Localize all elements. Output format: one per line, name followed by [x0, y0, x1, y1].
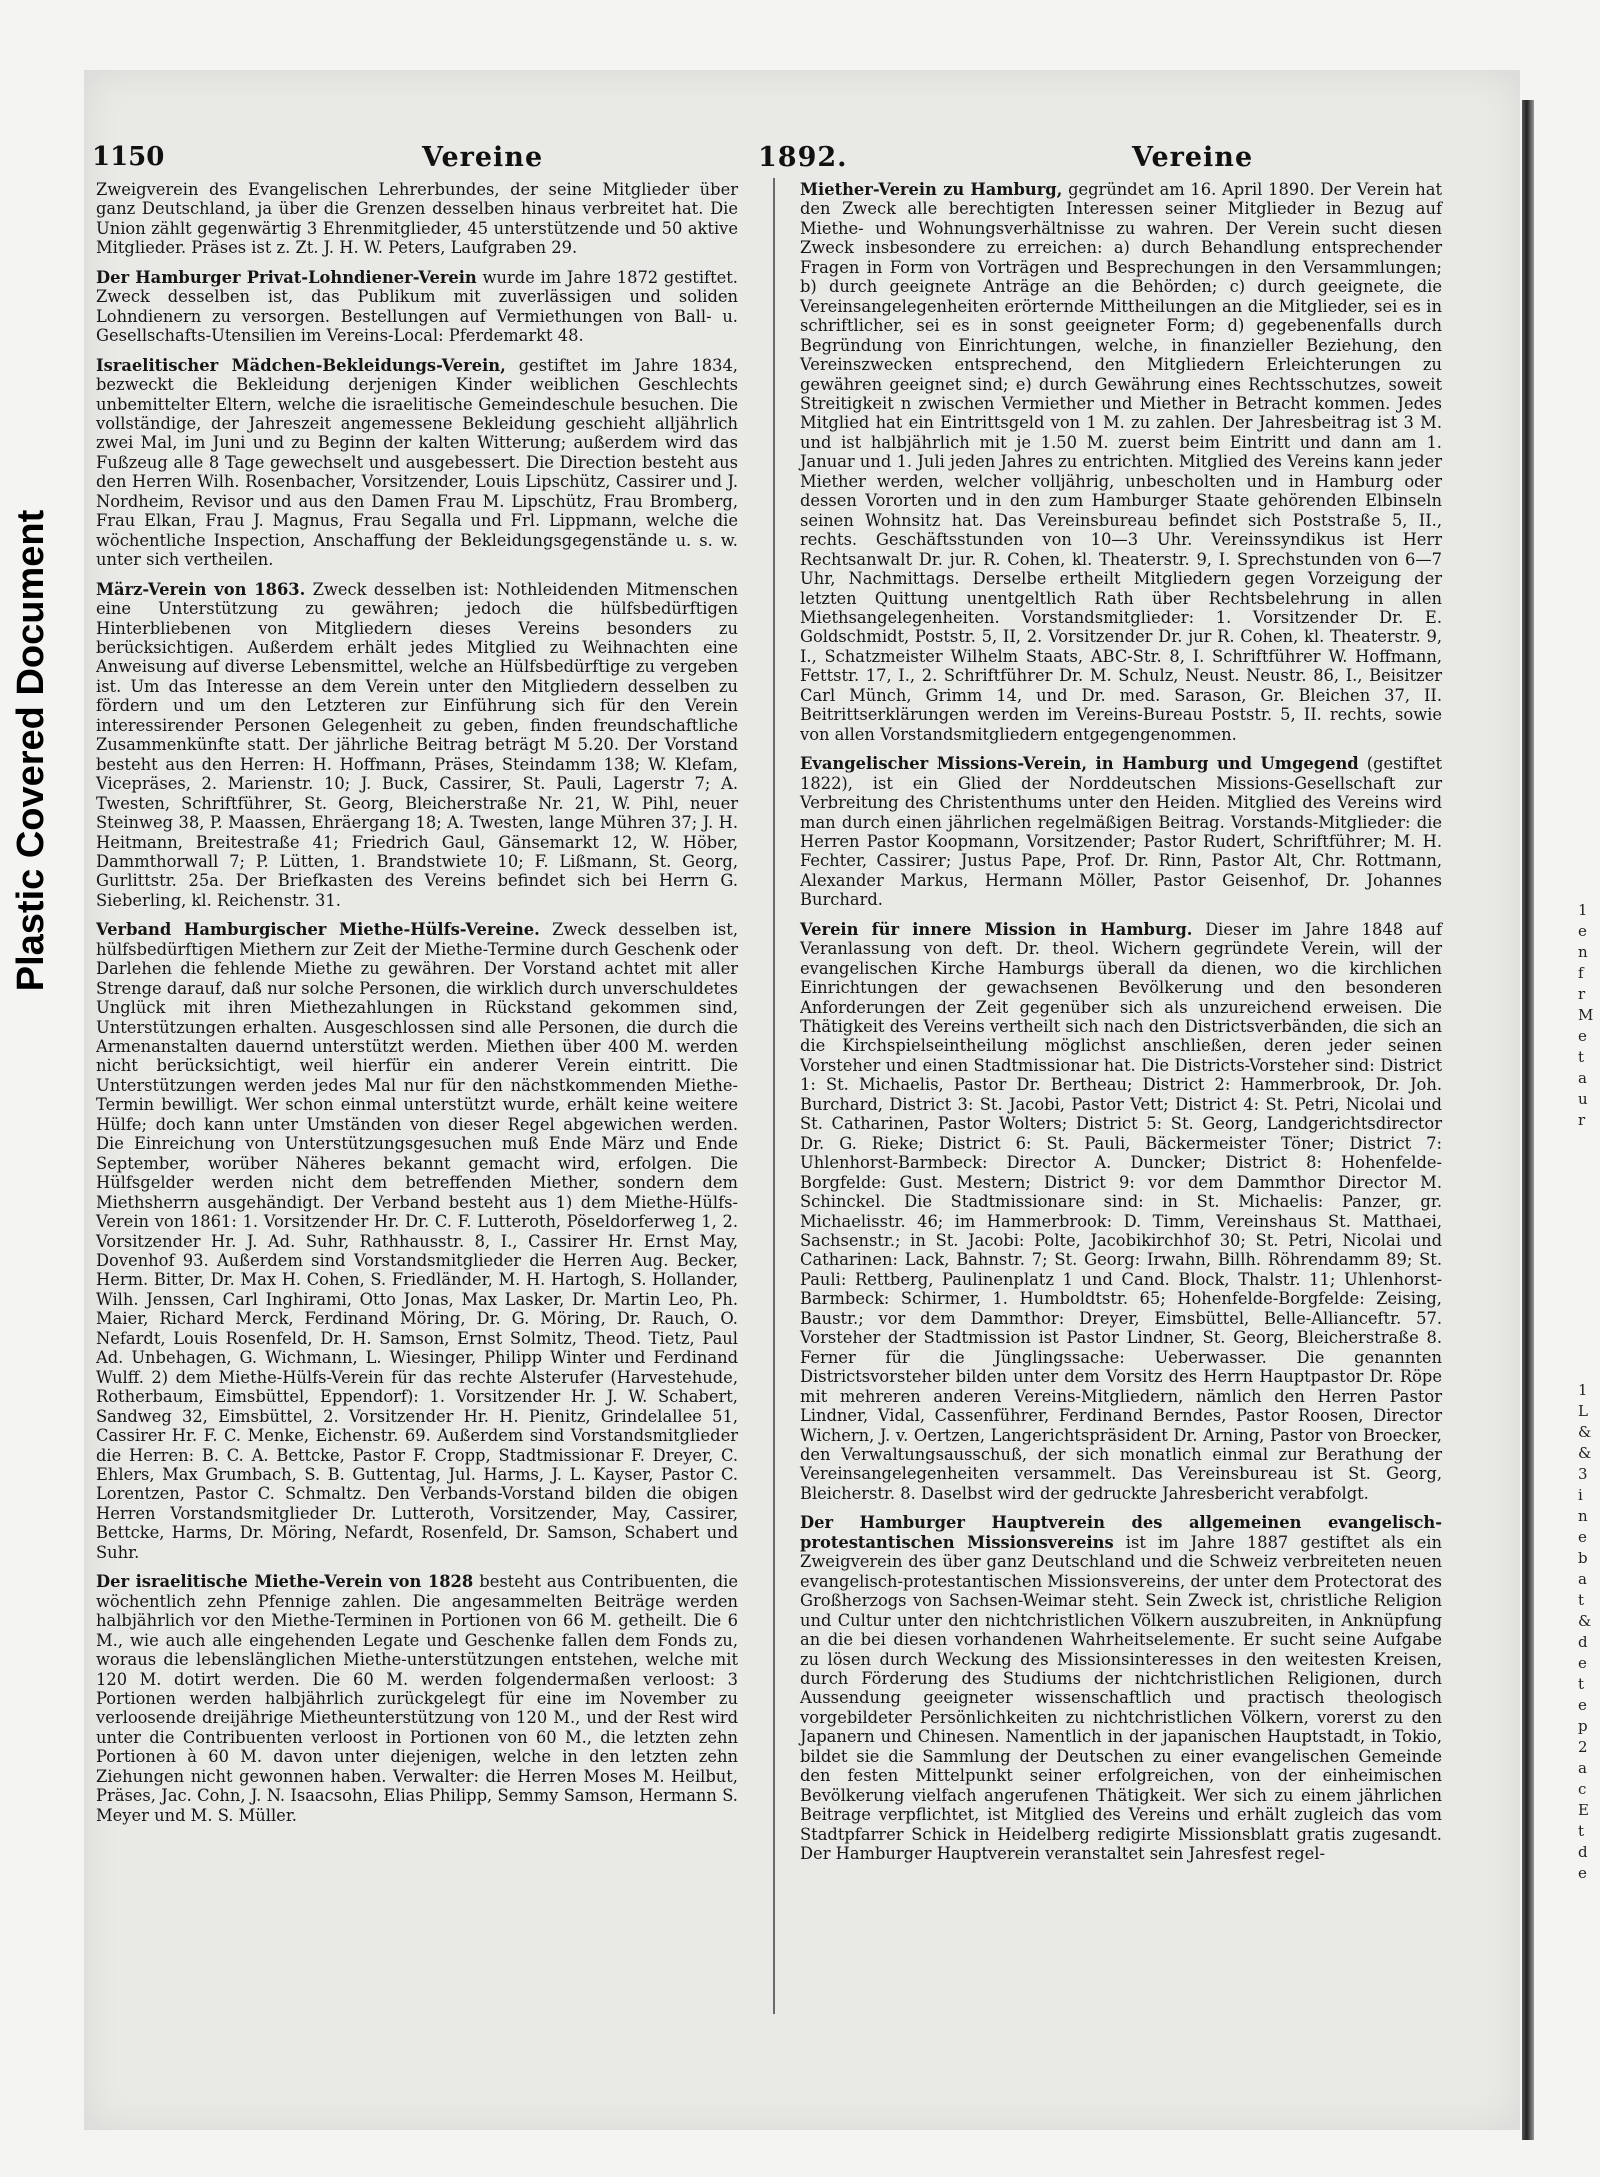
- association-entry: [96, 356, 738, 570]
- facing-page-fragment: e: [1578, 1864, 1587, 1882]
- left-column: [96, 180, 738, 1835]
- page-binding-edge: [1522, 100, 1534, 2140]
- association-entry: [96, 580, 738, 911]
- facing-page-fragment: e: [1578, 1528, 1587, 1546]
- facing-page-fragment: e: [1578, 922, 1587, 940]
- association-entry: [800, 754, 1442, 910]
- association-text: Dieser im Jahre 1848 auf Veranlassung von deft. Dr. theol. Wichern gegründete Verein, will der evangelischen Kirche Hamburgs überall da dienen, wo die kirchlichen Einrichtungen der gewachsenen Bevölkerung und den besonderen Anforderungen der Zeit gegenüber sich als unzureichend erweisen. Die Thätigkeit des Vereins vertheilt sich nach den Districtsverbänden, die sich an die Kirchspielseintheilung möglichst anschließen, deren jeder seinen Vorsteher und einen Stadtmissionar hat. Die Districts-Vorsteher sind: District 1: St. Michaelis, Pastor Dr. Bertheau; District 2: Hammerbrook, Dr. Joh. Burchard, District 3: St. Jacobi, Pastor Vett; District 4: St. Petri, Nicolai und St. Catharinen, Pastor Wolters; District 5: St. Georg, Landgerichtsdirector Dr. G. Rieke; District 6: St. Pauli, Bäckermeister Töner; District 7: Uhlenhorst-Barmbeck: Director A. Duncker; District 8: Hohenfelde-Borgfelde: Gust. Mestern; District 9: vor dem Dammthor Director M. Schinckel. Die Stadtmissionare sind: in St. Michaelis: Panzer, gr. Michaelisstr. 46; im Hammerbrook: D. Timm, Vereinshaus St. Matthaei, Sachsenstr.; in St. Jacobi: Polte, Jacobikirchhof 30; St. Petri, Nicolai und Catharinen: Lack, Bahnstr. 7; St. Georg: Irwahn, Billh. Röhrendamm 89; St. Pauli: Rettberg, Paulinenplatz 1 und Cand. Block, Thalstr. 11; Uhlenhorst-Barmbeck: Schirmer, 1. Humboldtstr. 65; Hohenfelde-Borgfelde: Zeising, Baustr.; vor dem Dammthor: Dreyer, Eimsbüttel, Belle-Allianceftr. 57. Vorsteher der Stadtmission ist Pastor Lindner, St. Georg, Bleicherstraße 8. Ferner für die Jünglingssache: Ueberwasser. Die genannten Districtsvorsteher bilden unter dem Vorsitz des Herrn Hauptpastor Dr. Röpe mit mehreren anderen Vereins-Mitgliedern, nämlich den Herren Pastor Lindner, Vidal, Cassenführer, Ferdinand Berndes, Pastor Roosen, Director Wichern, J. v. Oertzen, Langerichtspräsident Dr. Arning, Pastor von Broecker, den Verwaltungsausschuß, der sich monatlich einmal zur Berathung der Vereinsangelegenheiten versammelt. Das Vereinsbureau ist St. Georg, Bleicherstr. 8. Daselbst wird der gedruckte Jahresbericht verabfolgt.: [800, 919, 1443, 1503]
- association-text: Zweck desselben ist, hülfsbedürftigen Miethern zur Zeit der Miethe-Termine durch Geschenk oder Darlehen die fehlende Miethe zu gewähren. Der Vorstand achtet mit aller Strenge darauf, daß nur solche Personen, die wirklich durch unverschuldetes Unglück mit ihren Miethezahlungen in Rückstand gekommen sind, Unterstützungen erhalten. Ausgeschlossen sind alle Personen, die durch die Armenanstalten dauernd unterstützt werden. Miethen über 400 M. werden nicht berücksichtigt, weil hierfür ein anderer Verein eintritt. Die Unterstützungen werden jedes Mal nur für den nächstkommenden Miethe-Termin bewilligt. Wer schon einmal unterstützt wurde, erhält keine weitere Hülfe; doch kann unter Umständen von dieser Regel abgewichen werden. Die Einreichung von Unterstützungsgesuchen muß Ende März und Ende September, worüber Näheres bekannt gemacht wird, erfolgen. Die Hülfsgelder werden nicht dem betreffenden Miether, sondern dem Miethsherrn ausgehändigt. Der Verband besteht aus 1) dem Miethe-Hülfs-Verein von 1861: 1. Vorsitzender Hr. Dr. C. F. Lutteroth, Pöseldorferweg 1, 2. Vorsitzender Hr. J. Ad. Suhr, Rathhausstr. 8, I., Cassirer Hr. Ernst May, Dovenhof 93. Außerdem sind Vorstandsmitglieder die Herren Aug. Becker, Herm. Bitter, Dr. Max H. Cohen, S. Friedländer, M. H. Hartogh, S. Hollander, Wilh. Jenssen, Carl Inghirami, Otto Jonas, Max Lasker, Dr. Martin Leo, Ph. Maier, Richard Merck, Ferdinand Möring, Dr. G. Möring, Dr. Rauch, O. Nefardt, Louis Rosenfeld, Dr. H. Samson, Ernst Solmitz, Theod. Tietz, Paul Ad. Unbehagen, G. Wichmann, L. Wiesinger, Philipp Winter und Ferdinand Wulff. 2) dem Miethe-Hülfs-Verein für das rechte Alsterufer (Harvestehude, Rotherbaum, Eimsbüttel, Eppendorf): 1. Vorsitzender Hr. J. W. Schabert, Sandweg 32, Eimsbüttel, 2. Vorsitzender Hr. H. Pienitz, Grindelallee 51, Cassirer Hr. F. C. Menke, Eichenstr. 69. Außerdem sind Vorstandsmitglieder die Herren: B. C. A. Bettcke, Pastor F. Cropp, Stadtmissionar F. Dreyer, C. Ehlers, Max Grumbach, S. B. Guttentag, Jul. Harms, J. L. Kayser, Pastor C. Lorentzen, Pastor C. Schmaltz. Den Verbands-Vorstand bilden die obigen Herren Vorstandsmitglieder Dr. Lutteroth, Vorsitzender, May, Cassirer, Bettcke, Harms, Dr. Möring, Nefardt, Rosenfeld, Dr. Samson, Schabert und Suhr.: [96, 920, 738, 1562]
- facing-page-fragment: i: [1578, 1486, 1583, 1504]
- facing-page-text-top: [1578, 900, 1600, 1131]
- facing-page-fragment: t: [1578, 1591, 1585, 1609]
- facing-page-text-bottom: [1578, 1380, 1600, 1884]
- association-title: Israelitischer Mädchen-Bekleidungs-Verein,: [96, 355, 506, 375]
- right-column: [800, 180, 1442, 1874]
- facing-page-fragment: L: [1578, 1402, 1588, 1420]
- facing-page-fragment: n: [1578, 1507, 1588, 1525]
- facing-page-fragment: r: [1578, 985, 1586, 1003]
- facing-page-fragment: t: [1578, 1822, 1585, 1840]
- association-text: gegründet am 16. April 1890. Der Verein hat den Zweck alle berechtigten Interessen seiner Mitglieder in Bezug auf Miethe- und Wohnungsverhältnisse zu wahren. Der Verein sucht diesen Zweck insbesondere zu erreichen: a) durch Behandlung entsprechender Fragen in Form von Vorträgen und Besprechungen in den Versammlungen; b) durch geeignete Anträge an die Behörden; c) durch geeignete, die Vereinsangelegenheiten erörternde Mittheilungen an die Mitglieder, sei es in schriftlicher, sei es in sonst geeigneter Form; d) gegebenenfalls durch Begründung von Einrichtungen, welche, in finanzieller Beziehung, den Vereinszwecken entsprechend, den Mitgliedern Erleichterungen zu gewähren geeignet sind; e) durch Gewährung eines Rechtsschutzes, soweit Streitigkeit n zwischen Vermiether und Miether in Betracht kommen. Jedes Mitglied hat ein Eintrittsgeld von 1 M. zu zahlen. Der Jahresbeitrag ist 3 M. und ist halbjährlich mit je 1.50 M. zuerst beim Eintritt und dann am 1. Januar und 1. Juli jeden Jahres zu entrichten. Mitglied des Vereins kann jeder Miether werden, welcher volljährig, unbescholten und in Hamburg oder dessen Vororten und in den zum Hamburger Staate gehörenden Elbinseln seinen Wohnsitz hat. Das Vereinsbureau befindet sich Poststraße 5, II., rechts. Geschäftsstunden von 10—3 Uhr. Vereinssyndikus ist Herr Rechtsanwalt Dr. jur. R. Cohen, kl. Theaterstr. 9, I. Sprechstunden von 6—7 Uhr, Nachmittags. Derselbe ertheilt Mitgliedern gegen Vorzeigung der letzten Quittung unentgeltlich Rath über Rechtsbelehrung in allen Miethsangelegenheiten. Vorstandsmitglieder: 1. Vorsitzender Dr. E. Goldschmidt, Poststr. 5, II, 2. Vorsitzender Dr. jur R. Cohen, kl. Theaterstr. 9, I., Schatzmeister Wilhelm Staats, ABC-Str. 8, I. Schriftführer W. Hoffmann, Fettstr. 17, I., 2. Schriftführer Dr. M. Schulz, Neust. Neustr. 86, I., Beisitzer Carl Münch, Grimm 14, und Dr. med. Sarason, Gr. Bleichen 37, II. Beitrittserklärungen werden im Vereins-Bureau Poststr. 5, II. rechts, sowie von allen Vorstandsmitgliedern entgegengenommen.: [800, 180, 1442, 744]
- association-entry: [800, 920, 1442, 1504]
- facing-page-fragment: a: [1578, 1759, 1587, 1777]
- plastic-covered-label: [6, 480, 58, 1020]
- facing-page-fragment: &: [1578, 1444, 1592, 1462]
- left-running-title: Vereine: [422, 142, 544, 173]
- association-entry: [800, 180, 1442, 744]
- facing-page-fragment: u: [1578, 1090, 1588, 1108]
- facing-page-fragment: r: [1578, 1111, 1586, 1129]
- facing-page-fragment: 3: [1578, 1465, 1588, 1483]
- association-text: besteht aus Contribuenten, die wöchentlich zehn Pfennige zahlen. Die angesammelten Beiträge werden halbjährlich vor den Miethe-Terminen in Portionen von 66 M. getheilt. Die 6 M., wie auch alle eingehenden Legate und Geschenke fallen dem Fonds zu, woraus die lebenslänglichen Miethe-unterstützungen entstehen, welche mit 120 M. dotirt werden. Die 60 M. werden folgendermaßen verloost: 3 Portionen werden halbjährlich zurückgelegt für eine im November zu verloosende dreijährige Mietheunterstützung von 120 M., und der Rest wird unter die Contribuenten verloost in Portionen von 60 M., die letzten zehn Portionen à 60 M. davon unter diejenigen, welche in den letzten zehn Ziehungen nicht gewonnen haben. Verwalter: die Herren Moses M. Heilbut, Präses, Jac. Cohn, J. N. Isaacsohn, Elias Philipp, Semmy Samson, Hermann S. Meyer und M. S. Müller.: [96, 1572, 738, 1825]
- association-text: Zweigverein des Evangelischen Lehrerbundes, der seine Mitglieder über ganz Deutschland, ja über die Grenzen desselben hinaus verbreitet hat. Die Union zählt gegenwärtig 3 Ehrenmitglieder, 45 unterstützende und 50 aktive Mitglieder. Präses ist z. Zt. J. H. W. Peters, Laufgraben 29.: [96, 180, 738, 258]
- association-title: März-Verein von 1863.: [96, 579, 306, 599]
- facing-page-fragment: b: [1578, 1549, 1588, 1567]
- association-entry: [96, 920, 738, 1562]
- facing-page-fragment: e: [1578, 1654, 1587, 1672]
- association-title: Der israelitische Miethe-Verein von 1828: [96, 1572, 474, 1592]
- association-title: Miether-Verein zu Hamburg,: [800, 180, 1063, 199]
- association-text: gestiftet im Jahre 1834, bezweckt die Bekleidung derjenigen Kinder weiblichen Geschlechts unbemittelter Eltern, welche die israelitische Gemeindeschule besuchen. Die vollständige, der Jahreszeit angemessene Bekleidung geschieht alljährlich zwei Mal, im Juni und zu Beginn der kalten Witterung; außerdem wird das Fußzeug alle 8 Tage gewechselt und ausgebessert. Die Direction besteht aus den Herren Wilh. Rosenbacher, Vorsitzender, Louis Lipschütz, Cassirer und J. Nordheim, Revisor und aus den Damen Frau M. Lipschütz, Frau Bromberg, Frau Elkan, Frau J. Magnus, Frau Segalla und Frl. Lippmann, welche die wöchentliche Inspection, Anschaffung der Bekleidungsgegenstände u. s. w. unter sich vertheilen.: [96, 355, 738, 570]
- association-entry: [800, 1513, 1442, 1863]
- facing-page-fragment: 1: [1578, 1381, 1588, 1399]
- association-title: Evangelischer Missions-Verein, in Hamburg und Umgegend: [800, 754, 1359, 774]
- plastic-covered-label-text: Plastic Covered Document: [10, 509, 53, 991]
- year-heading: 1892.: [758, 142, 848, 173]
- page-header: [92, 142, 1432, 178]
- association-entry: [96, 268, 738, 346]
- facing-page-fragment: M: [1578, 1006, 1594, 1024]
- facing-page-fragment: d: [1578, 1633, 1588, 1651]
- facing-page-fragment: 2: [1578, 1738, 1588, 1756]
- association-text: wurde im Jahre 1872 gestiftet. Zweck desselben ist, das Publikum mit zuverlässigen und soliden Lohndienern zu versorgen. Bestellungen auf Vermiethungen von Ball- u. Gesellschafts-Utensilien im Vereins-Local: Pferdemarkt 48.: [96, 267, 738, 346]
- facing-page-fragment: 1: [1578, 901, 1588, 919]
- association-title: Der Hamburger Hauptverein des allgemeinen evangelisch-protestantischen Missionsvereins: [800, 1513, 1442, 1552]
- association-text: (gestiftet 1822), ist ein Glied der Norddeutschen Missions-Gesellschaft zur Verbreitung des Christenthums unter den Heiden. Mitglied des Vereins wird man durch einen jährlichen regelmäßigen Beitrag. Vorstands-Mitglieder: die Herren Pastor Koopmann, Vorsitzender; Pastor Rudert, Schriftführer; M. H. Fechter, Cassirer; Justus Pape, Prof. Dr. Rinn, Pastor Alt, Chr. Rottmann, Alexander Markus, Hermann Möller, Pastor Geisenhof, Dr. Johannes Burchard.: [800, 754, 1442, 910]
- column-rule: [773, 178, 775, 2014]
- facing-page-fragment: E: [1578, 1801, 1589, 1819]
- facing-page-fragment: c: [1578, 1780, 1587, 1798]
- facing-page-fragment: &: [1578, 1612, 1592, 1630]
- association-text: ist im Jahre 1887 gestiftet als ein Zweigverein des über ganz Deutschland und die Schweiz verbreiteten neuen evangelisch-protestantischen Missionsvereins, der unter dem Protectorat des Großherzogs von Sachsen-Weimar steht. Sein Zweck ist, christliche Religion und Cultur unter den nichtchristlichen Völkern auszubreiten, in Anknüpfung an die bei diesen vorhandenen Wahrheitselemente. Er sucht seine Aufgabe zu lösen durch Weckung des Missionsinteresses in den weitesten Kreisen, durch Förderung des Studiums der nichtchristlichen Religionen, durch Aussendung geeigneter wissenschaftlich und practisch theologisch vorgebildeter Persönlichkeiten zu nichtchristlichen Völkern, vorerst zu den Japanern und Chinesen. Namentlich in der japanischen Hauptstadt, in Tokio, bildet sie die Sammlung der Deutschen zu einer evangelischen Gemeinde den festen Mittelpunkt seiner erfolgreichen, von der einheimischen Bevölkerung vielfach angerufenen Thätigkeit. Wer sich zu einem jährlichen Beitrage verpflichtet, ist Mitglied des Vereins und erhält zugleich das vom Stadtpfarrer Schick in Heidelberg redigirte Missionsblatt gratis zugesandt. Der Hamburger Hauptverein veranstaltet sein Jahresfest regel-: [800, 1532, 1442, 1864]
- facing-page-fragment: n: [1578, 943, 1588, 961]
- facing-page-fragment: e: [1578, 1696, 1587, 1714]
- association-title: Der Hamburger Privat-Lohndiener-Verein: [96, 267, 477, 287]
- association-entry: [96, 1572, 738, 1825]
- association-title: Verein für innere Mission in Hamburg.: [800, 919, 1193, 939]
- facing-page-fragment: a: [1578, 1069, 1587, 1087]
- association-title: Verband Hamburgischer Miethe-Hülfs-Vereine.: [96, 920, 540, 940]
- facing-page-fragment: d: [1578, 1843, 1588, 1861]
- facing-page-fragment: t: [1578, 1675, 1585, 1693]
- right-running-title: Vereine: [1132, 142, 1254, 173]
- facing-page-fragment: &: [1578, 1423, 1592, 1441]
- facing-page-fragment: e: [1578, 1027, 1587, 1045]
- facing-page-fragment: f: [1578, 964, 1584, 982]
- facing-page-fragment: t: [1578, 1048, 1585, 1066]
- facing-page-fragment: p: [1578, 1717, 1588, 1735]
- page-number: 1150: [92, 142, 165, 172]
- association-text: Zweck desselben ist: Nothleidenden Mitmenschen eine Unterstützung zu gewähren; jedoch die hülfsbedürftigen Hinterbliebenen von Mitgliedern dieses Vereins besonders zu berücksichtigen. Außerdem erhält jedes Mitglied zu Weihnachten eine Anweisung auf diverse Lebensmittel, welche an Hülfsbedürftige zu vergeben ist. Um das Interesse an dem Verein unter den Mitgliedern desselben zu fördern und um den Letzteren zur Einführung sich für den Verein interessirender Personen Gelegenheit zu geben, finden freundschaftliche Zusammenkünfte statt. Der jährliche Beitrag beträgt M 5.20. Der Vorstand besteht aus den Herren: H. Hoffmann, Präses, Steindamm 138; W. Klefam, Vicepräses, 2. Marienstr. 10; J. Buck, Cassirer, St. Pauli, Lagerstr 7; A. Twesten, Schriftführer, St. Georg, Bleicherstraße Nr. 21, W. Pihl, neuer Steinweg 38, P. Maassen, Ehräergang 18; A. Twesten, lange Mühren 37; J. H. Heitmann, Breitestraße 41; Friedrich Gaul, Gänsemarkt 12, W. Höber, Dammthorwall 7; P. Lütten, 1. Brandstwiete 10; F. Lißmann, St. Georg, Gurlittstr. 25a. Der Briefkasten des Vereins befindet sich bei Herrn G. Sieberling, kl. Reichenstr. 31.: [96, 579, 738, 910]
- facing-page-fragment: a: [1578, 1570, 1587, 1588]
- association-entry: [96, 180, 738, 258]
